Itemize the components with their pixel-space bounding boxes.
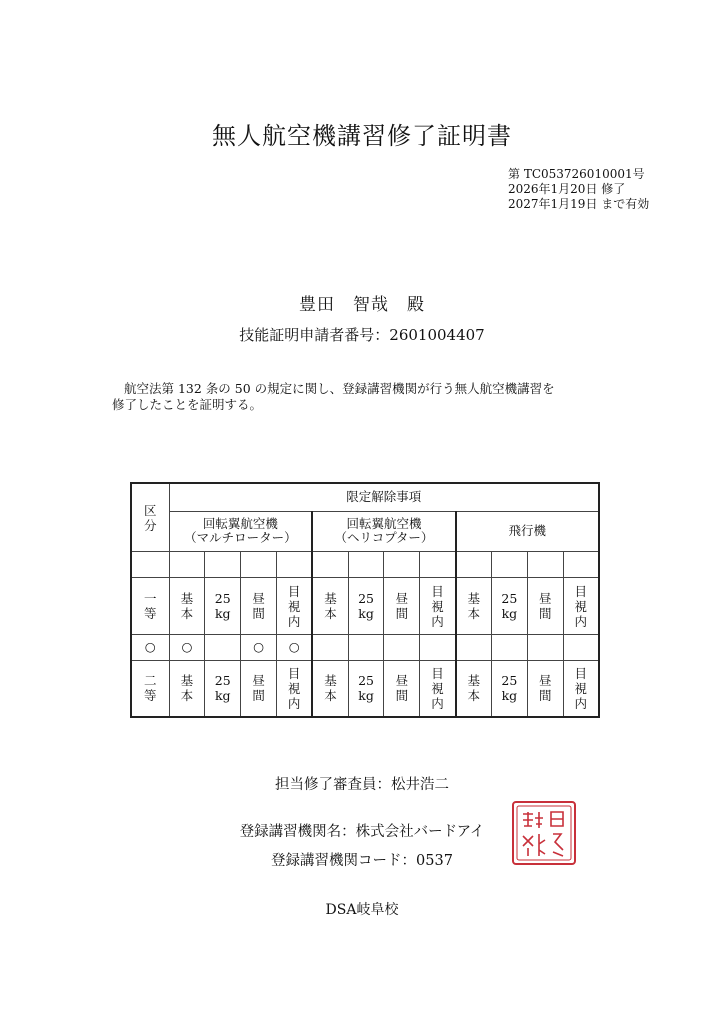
item-25kg: 25 kg (491, 660, 527, 717)
item-basic: 基 本 (456, 578, 492, 634)
item-visual: 目 視 内 (276, 660, 312, 717)
aircraft-multirotor: 回転翼航空機 （マルチローター） (169, 511, 312, 551)
certificate-number: 第 TC053726010001号 (508, 167, 645, 181)
item-25kg: 25 kg (205, 578, 241, 634)
page-title: 無人航空機講習修了証明書 (212, 122, 512, 150)
item-visual: 目 視 内 (420, 578, 456, 634)
item-visual: 目 視 内 (563, 578, 599, 634)
limitation-table (130, 482, 600, 718)
item-visual: 目 視 内 (276, 578, 312, 634)
completion-date: 2026年1月20日 修了 (508, 182, 626, 196)
aircraft-helicopter: 回転翼航空機 （ヘリコプター） (312, 511, 455, 551)
aircraft-airplane: 飛行機 (456, 511, 599, 551)
circle-row (131, 634, 599, 660)
item-25kg: 25 kg (205, 660, 241, 717)
grade2-row (131, 660, 599, 717)
statement-line-1: 航空法第 132 条の 50 の規定に関し、登録講習機関が行う無人航空機講習を (124, 381, 555, 396)
recipient-name: 豊田 智哉 殿 (299, 295, 425, 315)
item-25kg: 25 kg (348, 578, 384, 634)
circle-mark: ○ (241, 634, 277, 660)
class-header: 区 分 (131, 483, 169, 552)
circle-mark: ○ (169, 634, 205, 660)
item-visual: 目 視 内 (420, 660, 456, 717)
item-visual: 目 視 内 (563, 660, 599, 717)
item-basic: 基 本 (312, 660, 348, 717)
item-daytime: 昼 間 (384, 578, 420, 634)
valid-until: 2027年1月19日 まで有効 (508, 197, 650, 211)
company-seal (511, 800, 577, 866)
institution-name: 登録講習機関名：株式会社バードアイ (239, 824, 485, 840)
grade1-row (131, 578, 599, 634)
item-daytime: 昼 間 (527, 660, 563, 717)
item-daytime: 昼 間 (384, 660, 420, 717)
circle-mark: ○ (276, 634, 312, 660)
item-basic: 基 本 (169, 578, 205, 634)
grade1-label: 一 等 (131, 578, 169, 634)
item-basic: 基 本 (456, 660, 492, 717)
circle-mark: ○ (131, 634, 169, 660)
table-row (131, 552, 599, 578)
certificate-info (508, 167, 649, 212)
item-daytime: 昼 間 (241, 660, 277, 717)
examiner: 担当修了審査員：松井浩二 (275, 777, 449, 793)
item-daytime: 昼 間 (241, 578, 277, 634)
item-basic: 基 本 (169, 660, 205, 717)
institution-code: 登録講習機関コード：0537 (271, 853, 453, 869)
item-25kg: 25 kg (348, 660, 384, 717)
item-daytime: 昼 間 (527, 578, 563, 634)
grade2-label: 二 等 (131, 660, 169, 717)
certification-statement (112, 381, 652, 413)
applicant-number: 技能証明申請者番号：2601004407 (239, 326, 485, 344)
school-name: DSA岐阜校 (325, 902, 399, 918)
statement-line-2: 修了したことを証明する。 (112, 397, 263, 412)
limit-header: 限定解除事項 (169, 483, 599, 511)
item-basic: 基 本 (312, 578, 348, 634)
item-25kg: 25 kg (491, 578, 527, 634)
